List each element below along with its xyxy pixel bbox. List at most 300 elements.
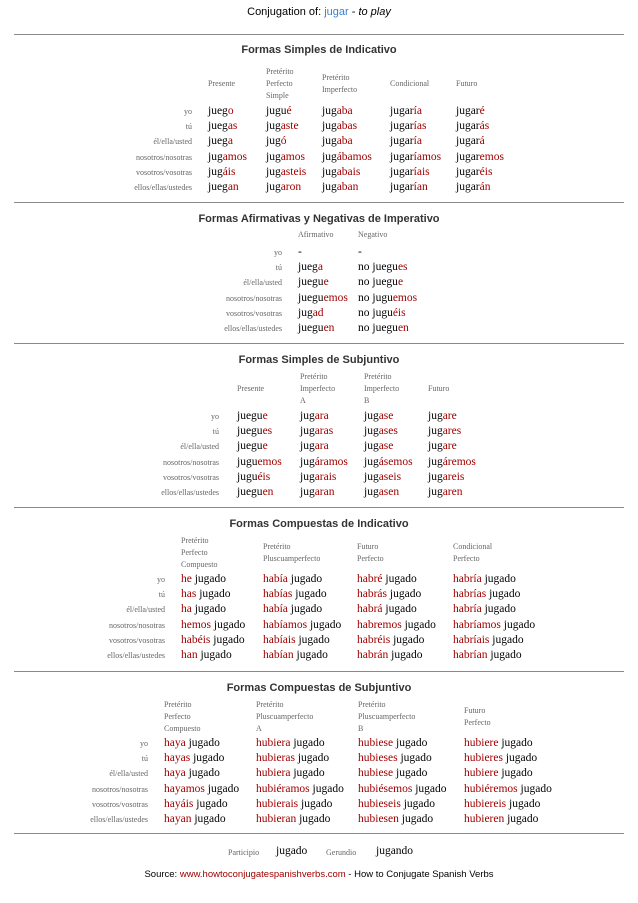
divider — [14, 202, 624, 203]
person-label: ellos/ellas/ustedes — [161, 488, 219, 497]
conjugation-cell — [256, 736, 325, 751]
verb-ending: íamos — [413, 150, 442, 163]
source-link[interactable]: www.howtoconjugatespanishverbs.com — [179, 869, 346, 880]
past-participle: jugado — [390, 633, 425, 646]
column-header-line: Futuro — [456, 79, 478, 88]
conjugation-cell — [256, 812, 330, 827]
verb-stem: no jugu — [358, 291, 393, 304]
auxiliary-verb: he — [181, 573, 192, 585]
verb-stem: jug — [322, 105, 337, 117]
conjugation-cell — [266, 104, 292, 119]
conjugation-cell — [453, 602, 516, 617]
verb-ending: a — [317, 261, 323, 274]
verb-ending: aseis — [378, 470, 402, 483]
verb-ending: asteis — [280, 165, 307, 178]
verb-stem: no jugu — [358, 306, 393, 319]
conjugation-cell — [357, 572, 417, 587]
verb-stem: jug — [428, 425, 443, 438]
verb-ending: emos — [257, 455, 282, 468]
verb-stem: jug — [364, 410, 379, 422]
conjugation-cell — [464, 766, 533, 781]
participle-value: jugado — [276, 845, 308, 857]
conjugation-cell — [428, 485, 463, 500]
person-label: vosotros/vosotras — [226, 308, 282, 318]
conjugation-cell — [263, 602, 322, 617]
person-label: ellos/ellas/ustedes — [107, 651, 165, 660]
verb-stem: jugar — [390, 105, 414, 117]
past-participle: jugado — [185, 767, 220, 780]
auxiliary-verb: hubiéramos — [256, 782, 310, 795]
conjugation-cell — [237, 470, 270, 485]
gerund-value: jugando — [376, 845, 414, 857]
conjugation-cell — [263, 618, 341, 633]
column-header-line: Compuesto — [164, 724, 201, 733]
verb-stem: juegu — [237, 486, 263, 498]
verb-ending: aste — [280, 120, 299, 133]
past-participle: jugado — [498, 767, 533, 780]
past-participle: jugado — [191, 573, 227, 585]
section-title: Formas Afirmativas y Negativas de Imperativo — [198, 213, 440, 225]
conjugation-cell — [456, 165, 492, 180]
auxiliary-verb: hayas — [164, 752, 191, 765]
verb-ending: as — [227, 120, 238, 133]
conjugation-cell — [358, 260, 408, 275]
auxiliary-verb: hubierais — [256, 797, 299, 810]
header-separator: - — [348, 6, 359, 18]
auxiliary-verb: habrías — [453, 588, 487, 601]
column-header-line: Imperfecto — [300, 384, 336, 393]
person-label: vosotros/vosotras — [136, 167, 192, 177]
verb-ending: éis — [479, 165, 493, 178]
conjugation-cell — [237, 424, 272, 439]
verb-ending: ares — [442, 425, 462, 438]
conjugation-cell — [256, 797, 332, 812]
conjugation-cell — [358, 321, 409, 336]
past-participle: jugado — [401, 618, 436, 631]
column-header-line: Pluscuamperfecto — [263, 554, 321, 563]
verb-stem: jug — [364, 470, 379, 483]
verb-ending: é — [286, 105, 292, 117]
column-header-line: Pluscuamperfecto — [358, 712, 416, 721]
verb-ending: aban — [336, 181, 359, 193]
past-participle: jugado — [382, 603, 417, 616]
verb-ending: ara — [314, 440, 329, 453]
past-participle: jugado — [298, 797, 333, 810]
column-header-line: Simple — [266, 91, 289, 100]
verb-ending: aras — [314, 425, 334, 438]
verb-stem: jugar — [390, 150, 414, 163]
conjugation-cell — [181, 618, 245, 633]
verb-ending: ían — [413, 181, 428, 193]
verb-stem: jug — [300, 440, 315, 453]
auxiliary-verb: habré — [357, 573, 383, 585]
conjugation-cell — [358, 797, 435, 812]
column-header-line: Perfecto — [266, 79, 293, 88]
page-header — [0, 6, 638, 18]
column-header — [266, 66, 294, 102]
verb-stem: jug — [300, 486, 315, 498]
column-header — [237, 383, 264, 395]
verb-ending: en — [323, 322, 335, 334]
verb-stem: jugar — [456, 135, 480, 148]
verb-stem: jueg — [208, 135, 228, 148]
person-label: yo — [211, 412, 219, 421]
past-participle: jugado — [502, 752, 538, 765]
conjugation-cell — [322, 119, 357, 134]
auxiliary-verb: han — [181, 649, 198, 661]
column-header-line: Presente — [237, 384, 265, 393]
column-header-line: Compuesto — [181, 560, 218, 569]
person-label: vosotros/vosotras — [92, 799, 148, 809]
verb-ending: emos — [323, 291, 348, 304]
verb-stem: jug — [364, 455, 379, 468]
conjugation-cell — [300, 455, 348, 470]
past-participle: jugado — [487, 649, 522, 661]
auxiliary-verb: habremos — [357, 618, 402, 631]
person-label: tú — [185, 122, 192, 132]
past-participle: jugado — [393, 767, 428, 780]
conjugation-cell — [364, 485, 399, 500]
verb-stem: jug — [322, 120, 337, 133]
verb-ending: are — [442, 410, 457, 422]
person-label: ellos/ellas/ustedes — [90, 815, 148, 824]
verb-ending: aron — [280, 181, 302, 193]
person-label: ellos/ellas/ustedes — [134, 183, 192, 192]
conjugation-cell — [364, 409, 393, 424]
verb-stem: jug — [266, 120, 281, 133]
conjugation-cell — [364, 424, 398, 439]
verb-stem: jug — [428, 455, 443, 468]
past-participle: jugado — [489, 633, 524, 646]
conjugation-cell — [266, 180, 301, 195]
verb-stem: jug — [266, 165, 281, 178]
conjugation-cell — [358, 306, 406, 321]
participle-label: Participio — [228, 848, 260, 857]
past-participle: jugado — [504, 813, 539, 825]
column-header-line: Futuro — [464, 706, 486, 715]
auxiliary-verb: habéis — [181, 633, 211, 646]
conjugation-cell — [390, 180, 428, 195]
verb-stem: jug — [428, 470, 443, 483]
person-label: yo — [184, 107, 192, 116]
verb-stem: jug — [266, 135, 281, 148]
verb-ending: amos — [222, 150, 247, 163]
auxiliary-verb: habían — [263, 649, 294, 661]
verb-ending: es — [397, 261, 408, 274]
verb-stem: jug — [428, 440, 443, 453]
conjugation-cell — [298, 275, 329, 290]
conjugation-cell — [428, 470, 464, 485]
conjugation-cell — [358, 291, 417, 306]
conjugation-cell — [390, 165, 430, 180]
conjugation-cell — [358, 812, 433, 827]
auxiliary-verb: hubiese — [358, 767, 394, 780]
column-header — [300, 371, 335, 407]
past-participle: jugado — [211, 618, 246, 631]
column-header-line: Perfecto — [453, 554, 480, 563]
verb-stem: jugar — [456, 181, 480, 193]
auxiliary-verb: has — [181, 588, 197, 601]
conjugation-cell — [456, 150, 504, 165]
verb-stem: jugu — [266, 105, 287, 117]
past-participle: jugado — [196, 588, 231, 601]
conjugation-cell — [208, 180, 239, 195]
column-header-line: Pretérito — [256, 700, 284, 709]
verb-ending: en — [262, 486, 274, 498]
column-header-line: Negativo — [358, 230, 388, 239]
verb-stem: jugar — [456, 120, 480, 133]
verb-stem: jug — [428, 410, 443, 422]
verb-ending: ad — [312, 306, 324, 319]
person-label: yo — [274, 248, 282, 257]
auxiliary-verb: hubiereis — [464, 797, 507, 810]
column-header-line: Imperfecto — [364, 384, 400, 393]
verb-stem: jug — [298, 306, 313, 319]
verb-stem: jug — [322, 150, 337, 163]
verb-ending: emos — [392, 291, 418, 304]
verb-stem: jueg — [208, 120, 228, 133]
conjugation-cell — [181, 572, 226, 587]
verb-stem: jug — [364, 440, 379, 453]
conjugation-cell — [181, 602, 226, 617]
verb-ending: abas — [336, 120, 358, 133]
auxiliary-verb: hubieres — [464, 752, 503, 765]
conjugation-cell — [390, 150, 441, 165]
conjugation-cell — [364, 439, 393, 454]
past-participle: jugado — [309, 782, 344, 795]
auxiliary-verb: hubiere — [464, 767, 499, 780]
past-participle: jugado — [412, 782, 447, 795]
person-label: nosotros/nosotras — [109, 620, 165, 630]
conjugation-cell — [237, 455, 282, 470]
column-header-line: Futuro — [428, 384, 450, 393]
conjugation-cell — [357, 633, 424, 648]
verb-ending: a — [227, 135, 233, 148]
conjugation-cell — [208, 119, 237, 134]
conjugation-cell — [298, 291, 348, 306]
past-participle: jugado — [193, 797, 228, 810]
verb-stem: jug — [364, 425, 379, 438]
past-participle: jugado — [290, 767, 325, 780]
conjugation-cell — [322, 165, 360, 180]
past-participle: jugado — [393, 737, 428, 749]
verb-ending: aran — [314, 486, 335, 498]
verb-stem: jug — [300, 410, 315, 422]
auxiliary-verb: hubiere — [464, 737, 499, 749]
conjugation-cell — [266, 150, 305, 165]
source-footer — [0, 869, 638, 880]
verb-stem: jugar — [390, 165, 414, 178]
past-participle: jugado — [185, 737, 220, 749]
column-header-line: Presente — [208, 79, 236, 88]
verb-stem: no juegu — [358, 322, 398, 334]
conjugation-cell — [358, 766, 427, 781]
conjugation-cell — [164, 812, 226, 827]
conjugation-cell — [256, 766, 325, 781]
column-header — [464, 705, 491, 729]
conjugation-cell — [266, 134, 286, 149]
column-header-line: B — [364, 396, 370, 405]
auxiliary-verb: hubieras — [256, 752, 295, 765]
verb-stem: jugar — [390, 135, 414, 148]
auxiliary-verb: hubieren — [464, 813, 505, 825]
conjugation-cell — [464, 782, 552, 797]
person-label: vosotros/vosotras — [109, 635, 165, 645]
auxiliary-verb: habríais — [453, 633, 490, 646]
verb-ending: es — [262, 425, 273, 438]
auxiliary-verb: habrán — [357, 649, 389, 661]
past-participle: jugado — [292, 588, 327, 601]
past-participle: jugado — [190, 752, 225, 765]
column-header-line: Afirmativo — [298, 230, 334, 239]
conjugation-cell — [456, 104, 485, 119]
conjugation-cell — [266, 119, 299, 134]
conjugation-cell — [181, 648, 232, 663]
verb-ending: ó — [280, 135, 287, 148]
verb-ending: ía — [413, 105, 422, 117]
verb-ending: íais — [413, 165, 430, 178]
conjugation-cell — [300, 424, 333, 439]
verb-ending: an — [227, 181, 239, 193]
column-header-line: Pretérito — [358, 700, 386, 709]
column-header-line: Pretérito — [263, 542, 291, 551]
verb-stem: jug — [364, 486, 379, 498]
column-header — [181, 535, 217, 571]
auxiliary-verb: hubiera — [256, 767, 291, 780]
column-header-line: Perfecto — [357, 554, 384, 563]
verb-ending: e — [323, 276, 329, 289]
column-header — [453, 541, 492, 565]
verb-ending: ases — [378, 425, 398, 438]
past-participle: jugado — [397, 752, 432, 765]
verb-ending: án — [479, 181, 491, 193]
verb-stem: jugar — [390, 181, 414, 193]
conjugation-cell — [456, 119, 489, 134]
past-participle: jugado — [191, 813, 226, 825]
verb-ending: áremos — [442, 455, 476, 468]
verb-ending: ás — [479, 120, 490, 133]
conjugation-cell — [453, 633, 524, 648]
conjugation-cell — [358, 736, 427, 751]
conjugation-cell — [453, 618, 535, 633]
verb-ending: áramos — [314, 455, 348, 468]
conjugation-cell — [208, 104, 234, 119]
past-participle: jugado — [191, 603, 227, 616]
past-participle: jugado — [500, 618, 536, 631]
verb-ending: aren — [442, 486, 463, 498]
verb-ending: áis — [222, 165, 236, 178]
verb-stem: jug — [208, 150, 223, 163]
header-verb: jugar — [324, 6, 349, 18]
conjugation-cell — [453, 648, 522, 663]
conjugation-cell — [456, 180, 491, 195]
conjugation-cell — [453, 572, 516, 587]
auxiliary-verb: hayan — [164, 813, 192, 825]
column-header-line: A — [256, 724, 262, 733]
divider — [14, 671, 624, 672]
verb-ending: e — [262, 440, 268, 453]
auxiliary-verb: hubiesen — [358, 813, 399, 825]
conjugation-cell — [390, 134, 422, 149]
verb-ending: areis — [442, 470, 465, 483]
verb-stem: juegu — [237, 440, 263, 453]
verb-stem: jueg — [208, 181, 228, 193]
auxiliary-verb: habréis — [357, 633, 391, 646]
verb-stem: jug — [266, 181, 281, 193]
past-participle: jugado — [398, 813, 434, 825]
past-participle: jugado — [296, 813, 331, 825]
verb-ending: asen — [378, 486, 400, 498]
conjugation-cell — [390, 119, 426, 134]
past-participle: jugado — [506, 797, 541, 810]
auxiliary-verb: habría — [453, 603, 482, 616]
conjugation-cell — [322, 134, 353, 149]
verb-stem: jugar — [456, 150, 480, 163]
conjugation-cell — [364, 470, 401, 485]
conjugation-cell — [428, 424, 461, 439]
column-header-line: Perfecto — [164, 712, 191, 721]
verb-stem: no juegu — [358, 276, 398, 289]
conjugation-cell — [428, 409, 457, 424]
past-participle: jugado — [387, 588, 422, 601]
verb-stem: jug — [266, 150, 281, 163]
person-label: tú — [275, 263, 282, 273]
conjugation-cell — [300, 439, 329, 454]
conjugation-cell — [256, 782, 344, 797]
column-header-line: Pretérito — [164, 700, 192, 709]
auxiliary-verb: haya — [164, 737, 186, 749]
auxiliary-verb: ha — [181, 603, 192, 616]
past-participle: jugado — [204, 782, 240, 795]
verb-ending: ase — [378, 440, 394, 453]
auxiliary-verb: hayamos — [164, 782, 205, 795]
person-label: tú — [141, 754, 148, 764]
section-title: Formas Simples de Subjuntivo — [238, 354, 400, 366]
column-header — [208, 78, 235, 90]
verb-ending: aba — [336, 105, 353, 117]
past-participle: jugado — [290, 737, 325, 749]
person-label: yo — [157, 575, 165, 584]
column-header-line: Perfecto — [464, 718, 491, 727]
person-label: él/ella/usted — [153, 137, 192, 147]
conjugation-cell — [164, 782, 239, 797]
column-header-line: Futuro — [357, 542, 379, 551]
auxiliary-verb: hubiera — [256, 737, 291, 749]
conjugation-cell — [357, 587, 421, 602]
conjugation-cell — [164, 766, 220, 781]
verb-ending: ara — [314, 410, 329, 422]
conjugation-cell — [358, 275, 403, 290]
conjugation-cell — [181, 633, 245, 648]
past-participle: jugado — [486, 588, 521, 601]
person-label: él/ella/usted — [180, 442, 219, 452]
verb-stem: jug — [300, 455, 315, 468]
conjugation-cell — [464, 797, 540, 812]
column-header-line: B — [358, 724, 364, 733]
column-header — [164, 699, 200, 735]
person-label: él/ella/usted — [126, 605, 165, 615]
past-participle: jugado — [210, 633, 245, 646]
conjugation-cell — [322, 104, 353, 119]
conjugation-cell — [237, 409, 268, 424]
conjugation-cell — [256, 751, 329, 766]
auxiliary-verb: hubieseis — [358, 797, 401, 810]
conjugation-cell — [298, 260, 323, 275]
person-label: vosotros/vosotras — [163, 472, 219, 482]
person-label: tú — [212, 427, 219, 437]
verb-ending: aba — [336, 135, 353, 148]
auxiliary-verb: hubiéremos — [464, 782, 518, 795]
